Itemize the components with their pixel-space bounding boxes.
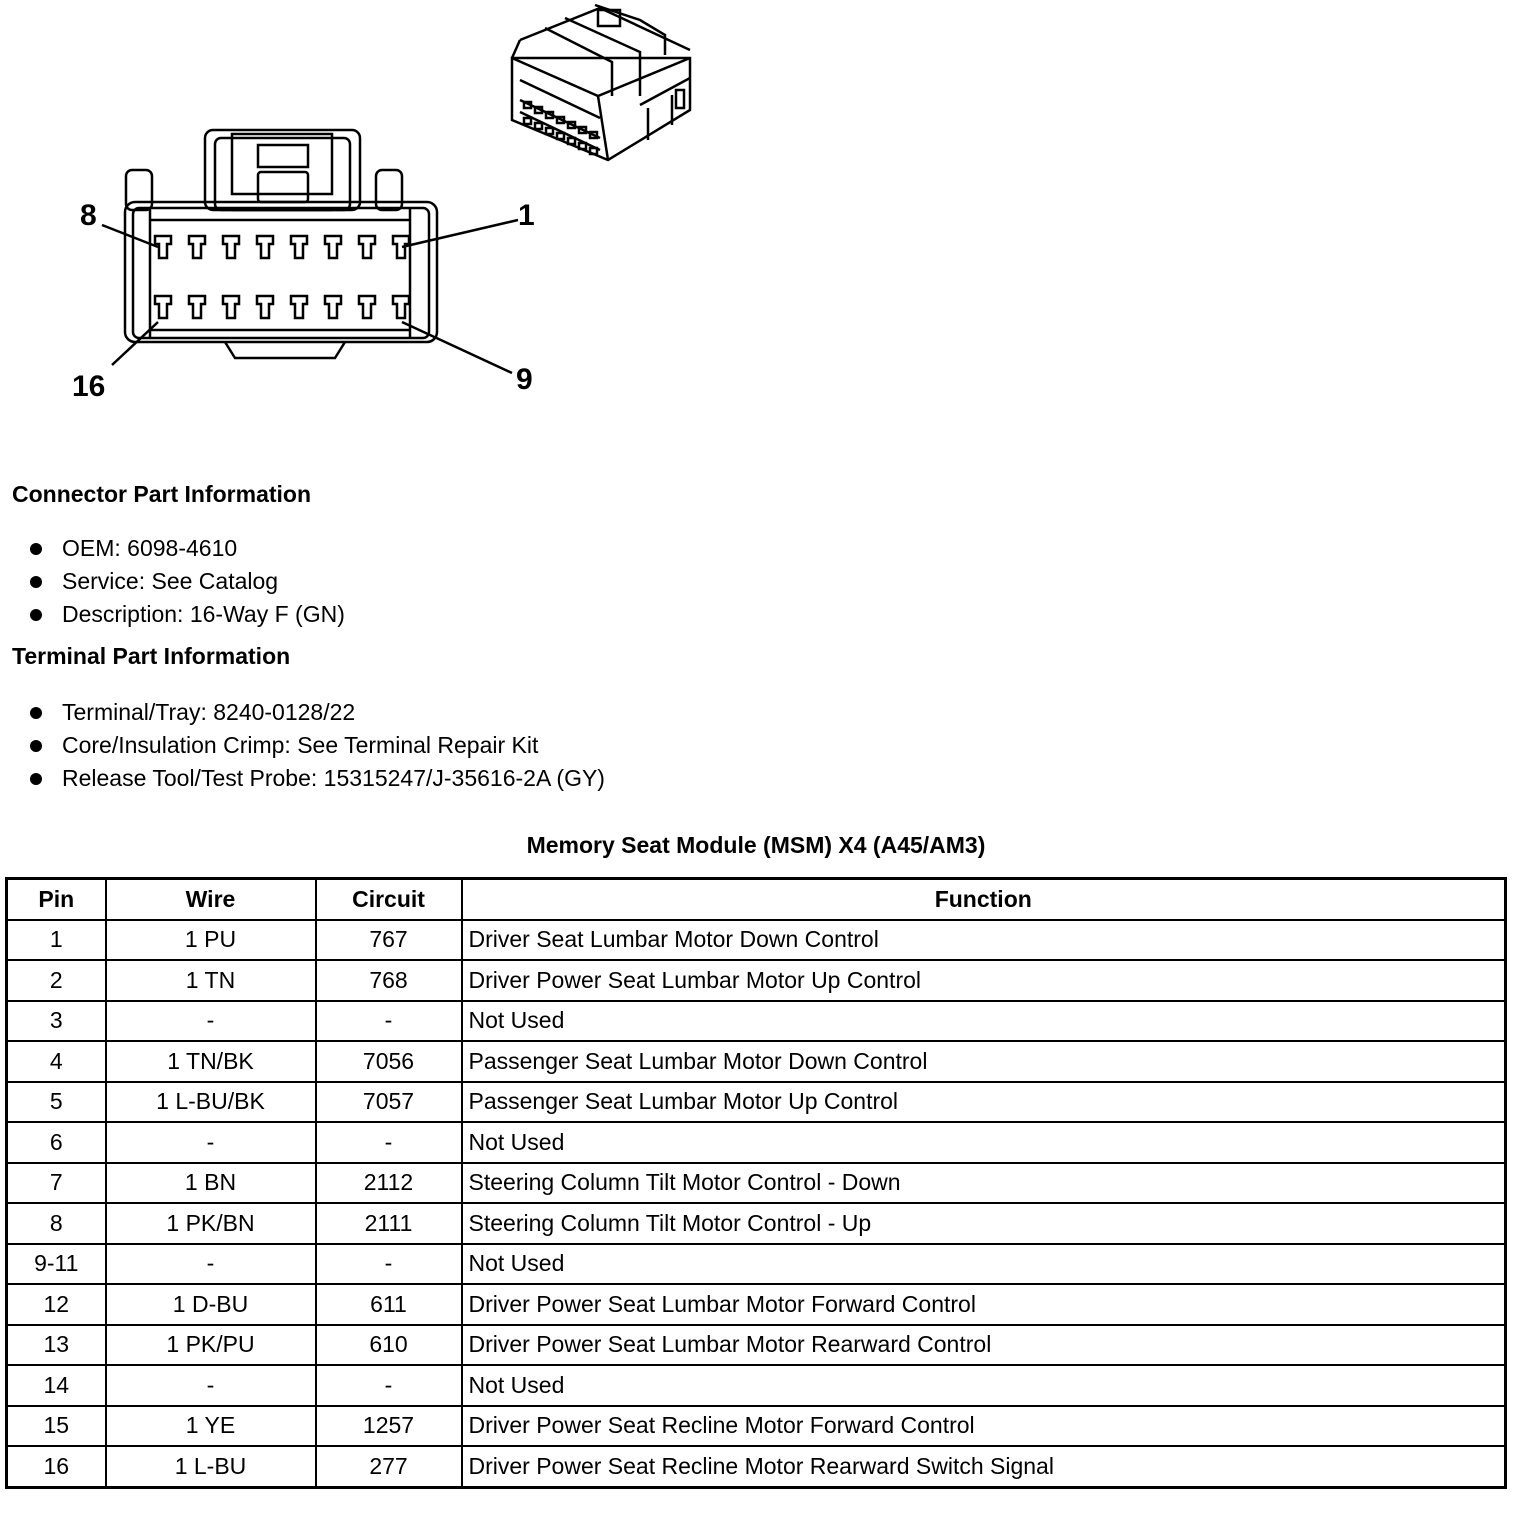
cell-pin: 5	[7, 1082, 106, 1123]
terminal-cavity-icon	[223, 236, 239, 258]
connector-info-heading: Connector Part Information	[12, 481, 312, 507]
cell-circuit: 7057	[316, 1082, 462, 1123]
connector-info-list	[28, 532, 345, 631]
terminal-cavity-icon	[579, 143, 586, 149]
terminal-cavity-icon	[257, 236, 273, 258]
cell-pin: 2	[7, 960, 106, 1001]
cell-circuit: -	[316, 1001, 462, 1042]
cell-function: Driver Power Seat Lumbar Motor Up Control	[462, 960, 1506, 1001]
cell-function: Passenger Seat Lumbar Motor Down Control	[462, 1041, 1506, 1082]
cell-circuit: 7056	[316, 1041, 462, 1082]
terminal-info-list	[28, 696, 605, 795]
terminal-cavity-icon	[524, 102, 531, 108]
list-item: Terminal/Tray: 8240-0128/22	[28, 696, 605, 729]
cell-pin: 12	[7, 1284, 106, 1325]
cell-function: Driver Power Seat Recline Motor Rearward Switch Signal	[462, 1446, 1506, 1487]
terminal-cavity-icon	[568, 138, 575, 144]
terminal-cavity-icon	[535, 123, 542, 129]
pin-label-9: 9	[516, 363, 533, 396]
cell-circuit: 611	[316, 1284, 462, 1325]
cell-circuit: 1257	[316, 1406, 462, 1447]
cell-function: Not Used	[462, 1001, 1506, 1042]
cell-pin: 1	[7, 920, 106, 961]
terminal-cavity-icon	[325, 296, 341, 318]
cell-wire: -	[106, 1244, 316, 1285]
cell-circuit: 277	[316, 1446, 462, 1487]
list-item: Core/Insulation Crimp: See Terminal Repair Kit	[28, 729, 605, 762]
cell-function: Steering Column Tilt Motor Control - Up	[462, 1203, 1506, 1244]
header-pin: Pin	[7, 879, 106, 920]
connector-3d-terminals	[524, 102, 597, 154]
header-function: Function	[462, 879, 1506, 920]
terminal-cavity-icon	[189, 236, 205, 258]
cell-pin: 16	[7, 1446, 106, 1487]
cell-function: Not Used	[462, 1365, 1506, 1406]
terminal-cavity-icon	[223, 296, 239, 318]
cell-circuit: 768	[316, 960, 462, 1001]
cell-pin: 4	[7, 1041, 106, 1082]
cell-circuit: 2111	[316, 1203, 462, 1244]
cell-circuit: -	[316, 1365, 462, 1406]
table-row	[7, 1082, 1506, 1123]
pin-label-16: 16	[72, 370, 106, 403]
cell-function: Driver Power Seat Lumbar Motor Forward Control	[462, 1284, 1506, 1325]
cell-function: Driver Power Seat Recline Motor Forward Control	[462, 1406, 1506, 1447]
cell-function: Passenger Seat Lumbar Motor Up Control	[462, 1082, 1506, 1123]
terminal-cavity-icon	[155, 296, 171, 318]
table-title: Memory Seat Module (MSM) X4 (A45/AM3)	[526, 832, 986, 858]
table-row	[7, 1325, 1506, 1366]
cell-function: Driver Power Seat Lumbar Motor Rearward Control	[462, 1325, 1506, 1366]
cell-wire: 1 YE	[106, 1406, 316, 1447]
terminal-info-heading: Terminal Part Information	[12, 643, 291, 669]
terminal-cavity-icon	[524, 118, 531, 124]
cell-wire: 1 BN	[106, 1163, 316, 1204]
terminal-cavity-icon	[291, 296, 307, 318]
cell-wire: -	[106, 1365, 316, 1406]
cell-pin: 8	[7, 1203, 106, 1244]
table-row	[7, 1001, 1506, 1042]
terminal-cavity-icon	[325, 236, 341, 258]
cell-pin: 3	[7, 1001, 106, 1042]
cell-function: Driver Seat Lumbar Motor Down Control	[462, 920, 1506, 961]
list-item: Description: 16-Way F (GN)	[28, 598, 345, 631]
cell-wire: 1 TN/BK	[106, 1041, 316, 1082]
header-wire: Wire	[106, 879, 316, 920]
cell-wire: 1 L-BU	[106, 1446, 316, 1487]
list-item: Service: See Catalog	[28, 565, 345, 598]
pin-label-1: 1	[518, 199, 535, 232]
cell-pin: 6	[7, 1122, 106, 1163]
table-row	[7, 1284, 1506, 1325]
cell-function: Not Used	[462, 1244, 1506, 1285]
pinout-table	[5, 877, 1507, 1489]
cell-circuit: 610	[316, 1325, 462, 1366]
cell-wire: 1 D-BU	[106, 1284, 316, 1325]
table-row	[7, 1122, 1506, 1163]
cell-circuit: 2112	[316, 1163, 462, 1204]
cell-function: Not Used	[462, 1122, 1506, 1163]
table-row	[7, 960, 1506, 1001]
table-row	[7, 1365, 1506, 1406]
connector-terminal-grid	[155, 236, 409, 318]
cell-circuit: -	[316, 1244, 462, 1285]
list-item: Release Tool/Test Probe: 15315247/J-35616-2A (GY)	[28, 762, 605, 795]
cell-pin: 7	[7, 1163, 106, 1204]
table-row	[7, 920, 1506, 961]
connector-diagram	[0, 0, 1520, 420]
cell-circuit: -	[316, 1122, 462, 1163]
cell-wire: 1 TN	[106, 960, 316, 1001]
cell-wire: 1 PK/PU	[106, 1325, 316, 1366]
terminal-cavity-icon	[557, 133, 564, 139]
pin-label-8: 8	[80, 199, 97, 232]
table-row	[7, 1203, 1506, 1244]
header-circuit: Circuit	[316, 879, 462, 920]
terminal-cavity-icon	[546, 128, 553, 134]
list-item: OEM: 6098-4610	[28, 532, 345, 565]
cell-circuit: 767	[316, 920, 462, 961]
table-header-row	[7, 879, 1506, 920]
cell-wire: -	[106, 1001, 316, 1042]
connector-3d-illustration	[512, 5, 690, 160]
table-row	[7, 1446, 1506, 1487]
table-row	[7, 1406, 1506, 1447]
terminal-cavity-icon	[359, 236, 375, 258]
cell-pin: 13	[7, 1325, 106, 1366]
cell-wire: -	[106, 1122, 316, 1163]
terminal-cavity-icon	[189, 296, 205, 318]
cell-pin: 9-11	[7, 1244, 106, 1285]
terminal-cavity-icon	[359, 296, 375, 318]
terminal-cavity-icon	[393, 296, 409, 318]
cell-wire: 1 PU	[106, 920, 316, 961]
cell-function: Steering Column Tilt Motor Control - Down	[462, 1163, 1506, 1204]
cell-wire: 1 PK/BN	[106, 1203, 316, 1244]
terminal-cavity-icon	[291, 236, 307, 258]
cell-pin: 14	[7, 1365, 106, 1406]
table-row	[7, 1163, 1506, 1204]
terminal-cavity-icon	[257, 296, 273, 318]
terminal-cavity-icon	[590, 148, 597, 154]
cell-wire: 1 L-BU/BK	[106, 1082, 316, 1123]
table-row	[7, 1244, 1506, 1285]
table-row	[7, 1041, 1506, 1082]
cell-pin: 15	[7, 1406, 106, 1447]
